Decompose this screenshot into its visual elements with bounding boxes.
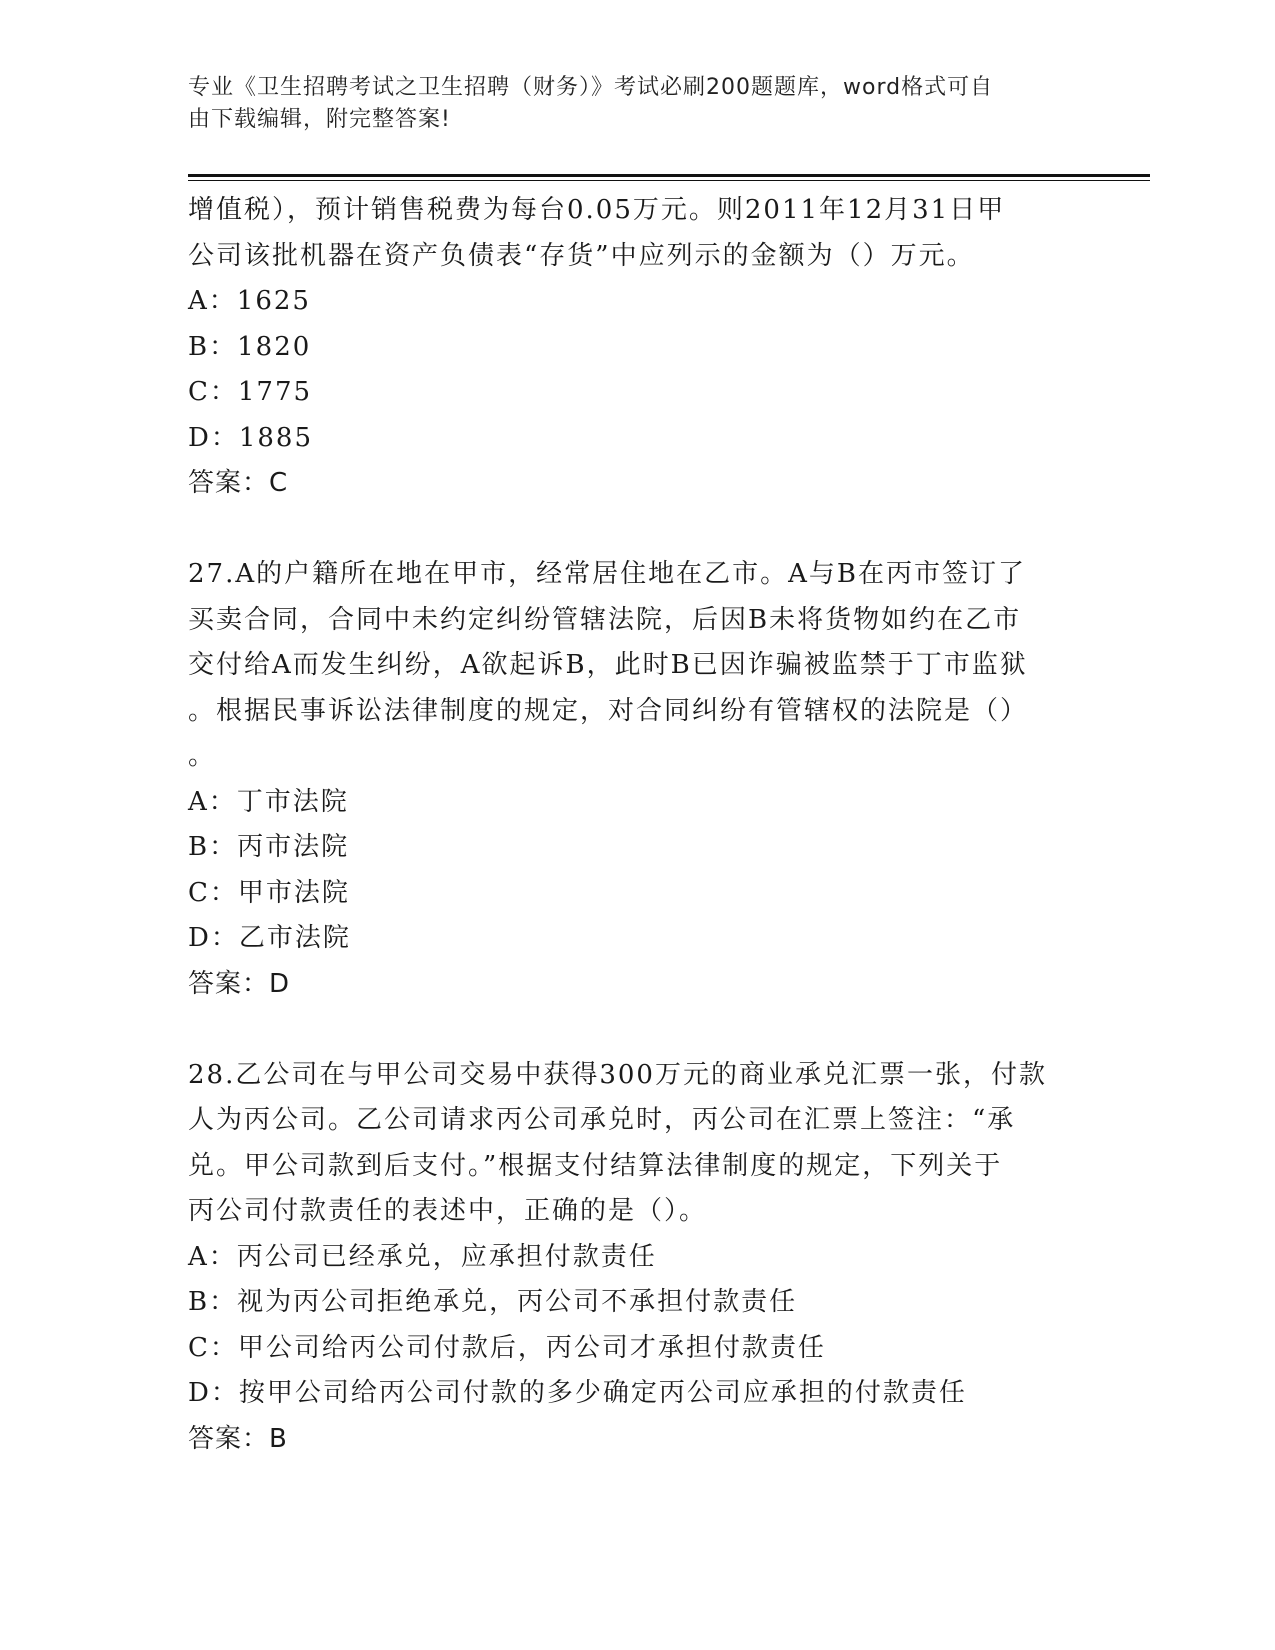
question-stem-line: 买卖合同，合同中未约定纠纷管辖法院，后因B未将货物如约在乙市 [188, 604, 1022, 635]
spacer [188, 1007, 1088, 1053]
option-d: D：乙市法院 [188, 923, 351, 953]
question-stem-line: 。根据民事诉讼法律制度的规定，对合同纠纷有管辖权的法院是（） [188, 695, 1029, 726]
option-b: B：视为丙公司拒绝承兑，丙公司不承担付款责任 [188, 1287, 798, 1317]
option-c: C：甲公司给丙公司付款后，丙公司才承担付款责任 [188, 1332, 826, 1363]
option-a: A：1625 [188, 286, 311, 316]
option-b: B：丙市法院 [188, 832, 350, 862]
header-divider-thin [188, 180, 1150, 181]
question-stem-line: 28.乙公司在与甲公司交易中获得300万元的商业承兑汇票一张，付款 [188, 1059, 1047, 1090]
option-b: B：1820 [188, 331, 312, 362]
answer-line: 答案：C [188, 468, 289, 498]
question-content [188, 188, 1088, 1462]
option-d: D：1885 [188, 422, 314, 453]
option-a: A：丙公司已经承兑，应承担付款责任 [188, 1241, 657, 1272]
question-stem-line: 交付给A而发生纠纷，A欲起诉B，此时B已因诈骗被监禁于丁市监狱 [188, 650, 1028, 680]
question-stem-line: 27.A的户籍所在地在甲市，经常居住地在乙市。A与B在丙市签订了 [188, 559, 1027, 589]
answer-line: 答案：B [188, 1423, 288, 1454]
question-stem-line: 丙公司付款责任的表述中，正确的是（）。 [188, 1196, 708, 1226]
question-28 [188, 1053, 1088, 1463]
question-stem-line: 人为丙公司。乙公司请求丙公司承兑时，丙公司在汇票上签注：“承 [188, 1105, 1016, 1135]
option-a: A：丁市法院 [188, 786, 349, 817]
option-d: D：按甲公司给丙公司付款的多少确定丙公司应承担的付款责任 [188, 1378, 967, 1408]
question-stem-line: 兑。甲公司款到后支付。”根据支付结算法律制度的规定，下列关于 [188, 1150, 1003, 1181]
answer-line: 答案：D [188, 968, 291, 999]
option-c: C：1775 [188, 377, 313, 407]
header-line-1: 专业《卫生招聘考试之卫生招聘（财务）》考试必刷200题题库，word格式可自 [188, 75, 994, 100]
header-divider-thick [188, 174, 1150, 177]
header-line-2: 由下载编辑，附完整答案! [188, 107, 451, 132]
question-stem-line: 。 [188, 741, 217, 771]
page-header [188, 72, 1068, 136]
option-c: C：甲市法院 [188, 877, 350, 908]
question-stem-line: 公司该批机器在资产负债表“存货”中应列示的金额为（）万元。 [188, 240, 975, 271]
question-stem-line: 增值税），预计销售税费为每台0.05万元。则2011年12月31日甲 [188, 195, 1006, 225]
question-27 [188, 552, 1088, 1007]
question-26 [188, 188, 1088, 507]
spacer [188, 507, 1088, 553]
